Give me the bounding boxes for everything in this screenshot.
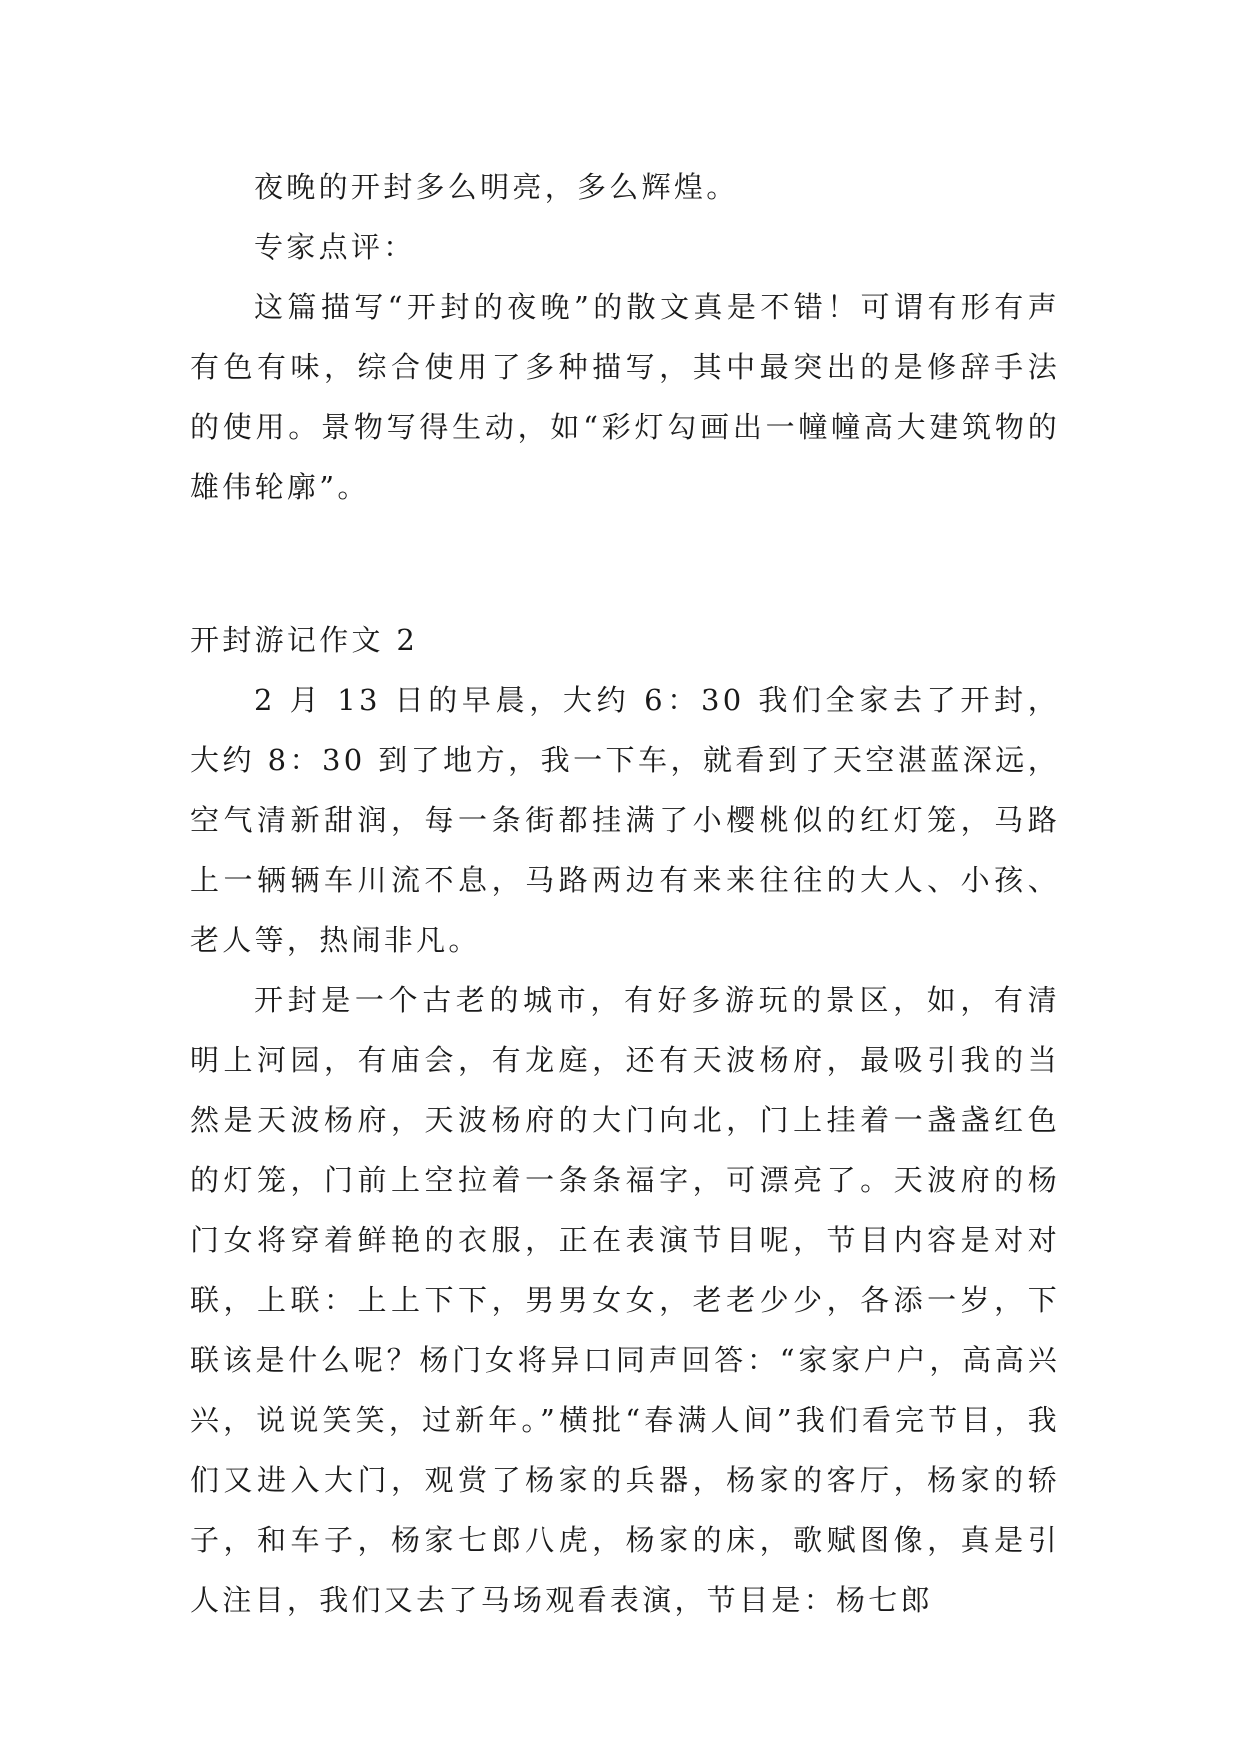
essay-title: 开封游记作文 2 (190, 623, 419, 657)
paragraph-night-kaifeng: 夜晚的开封多么明亮，多么辉煌。 (254, 170, 739, 204)
document-body (190, 157, 1060, 1630)
paragraph-morning-trip: 2 月 13 日的早晨，大约 6：30 我们全家去了开封，大约 8：30 到了地方，我一下车，就看到了天空湛蓝深远，空气清新甜润，每一条街都挂满了小樱桃似的红灯笼，马路上一辆辆车川流不息，马路两边有来来往往的大人、小孩、老人等，热闹非凡。 (190, 683, 1060, 957)
paragraph-tianbo-yangfu: 开封是一个古老的城市，有好多游玩的景区，如，有清明上河园，有庙会，有龙庭，还有天波杨府，最吸引我的当然是天波杨府，天波杨府的大门向北，门上挂着一盏盏红色的灯笼，门前上空拉着一条条福字，可漂亮了。天波府的杨门女将穿着鲜艳的衣服，正在表演节目呢，节目内容是对对联，上联：上上下下，男男女女，老老少少，各添一岁，下联该是什么呢？杨门女将异口同声回答：“家家户户，高高兴兴，说说笑笑，过新年。”横批“春满人间”我们看完节目，我们又进入大门，观赏了杨家的兵器，杨家的客厅，杨家的轿子，和车子，杨家七郎八虎，杨家的床，歌赋图像，真是引人注目，我们又去了马场观看表演，节目是：杨七郎 (190, 983, 1060, 1617)
paragraph-expert-review-label: 专家点评： (254, 230, 416, 264)
paragraph-expert-review: 这篇描写“开封的夜晚”的散文真是不错！可谓有形有声有色有味，综合使用了多种描写，其中最突出的是修辞手法的使用。景物写得生动，如“彩灯勾画出一幢幢高大建筑物的雄伟轮廓”。 (190, 290, 1060, 504)
